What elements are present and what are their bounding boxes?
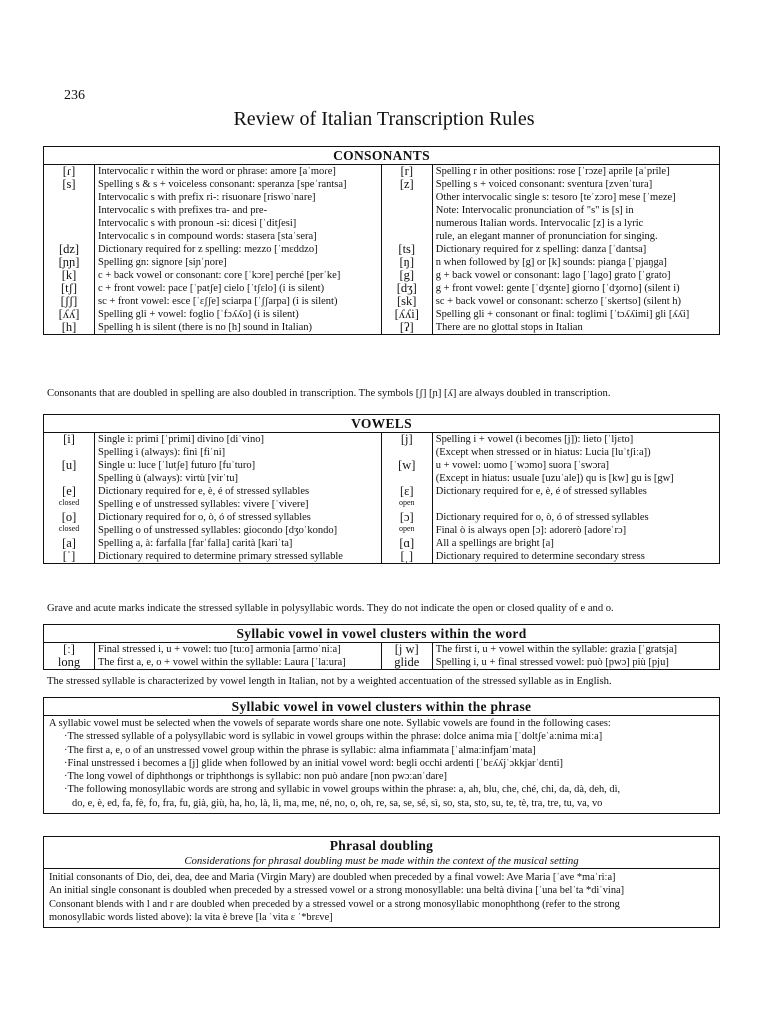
table-row (44, 295, 719, 308)
table-row (44, 256, 719, 269)
consonants-table (44, 165, 719, 334)
right-symbol: glide (381, 656, 432, 669)
left-symbol (44, 230, 95, 243)
left-symbol: closed (44, 498, 95, 511)
vowels-section (43, 414, 720, 564)
left-description: The first a, e, o + vowel within the syllable: Laura [ˈlaːura] (95, 656, 382, 669)
table-row (44, 643, 719, 656)
table-row (44, 656, 719, 669)
right-description: (Except when stressed or in hiatus: Lucia [luˈtʃiːa]) (435, 447, 651, 458)
right-symbol: [ts] (381, 243, 432, 256)
right-description: Final ò is always open [ɔ]: adorerò [adoreˈrɔ] (435, 525, 627, 536)
left-description: Dictionary required for o, ò, ó of stressed syllables (95, 511, 382, 524)
vowels-table (44, 433, 719, 563)
right-description: g + back vowel or consonant: lago [ˈlago] grato [ˈgrato] (435, 270, 671, 281)
right-description: Dictionary required for e, è, é of stressed syllables (435, 486, 647, 497)
left-symbol: [ʃʃ] (44, 295, 95, 308)
right-description: Note: Intervocalic pronunciation of "s" is [s] in (435, 205, 634, 216)
left-description: Intervocalic s with prefixes tra- and pre- (95, 204, 382, 217)
consonants-footnote: Consonants that are doubled in spelling are also doubled in transcription. The symbols [ʃ] [ɲ] [ʎ] are always doubled in transcription. (47, 388, 611, 399)
right-symbol: [dʒ] (381, 282, 432, 295)
right-description (432, 498, 719, 511)
table-row (44, 178, 719, 191)
left-description: Dictionary required to determine primary stressed syllable (95, 550, 382, 563)
right-description: rule, an elegant manner of pronunciation for singing. (435, 231, 658, 242)
left-symbol: [ɲɲ] (44, 256, 95, 269)
right-description: Dictionary required to determine secondary stress (435, 551, 645, 562)
right-symbol: [ɔ] (381, 511, 432, 524)
table-row (44, 282, 719, 295)
right-description: n when followed by [g] or [k] sounds: pianga [ˈpjaŋga] (435, 257, 667, 268)
table-row (44, 511, 719, 524)
left-description: Single i: primi [ˈprimi] divino [diˈvino] (95, 433, 382, 446)
right-symbol: [ɑ] (381, 537, 432, 550)
table-row (44, 524, 719, 537)
left-description: Spelling s & s + voiceless consonant: speranza [speˈrantsa] (95, 178, 382, 191)
syllabic-word-footnote: The stressed syllable is characterized by vowel length in Italian, not by a weighted accentuation of the stressed syllable as in English. (47, 676, 612, 687)
left-symbol: [ː] (44, 643, 95, 656)
left-symbol: long (44, 656, 95, 669)
consonants-section (43, 146, 720, 335)
phrasal-doubling-section (43, 836, 720, 928)
left-description: Spelling ù (always): virtù [virˈtu] (95, 472, 382, 485)
right-symbol: [j] (381, 433, 432, 446)
left-description: Spelling ì (always): finì [fiˈni] (95, 446, 382, 459)
table-row (44, 550, 719, 563)
left-symbol: [ʎʎ] (44, 308, 95, 321)
left-symbol (44, 191, 95, 204)
table-row (44, 498, 719, 511)
text-line: ·The long vowel of diphthongs or triphthongs is syllabic: non può andare [non pwɔːanˈdare] (64, 771, 447, 783)
right-symbol: [sk] (381, 295, 432, 308)
table-row (44, 472, 719, 485)
left-description: Intervocalic r within the word or phrase: amore [aˈmoɾe] (95, 165, 382, 178)
text-line: ·The first a, e, o of an unstressed vowel group within the phrase is syllabic: alma infiammata [ˈalmaːinfjamˈmata] (64, 744, 536, 756)
left-description: Spelling a, à: farfalla [farˈfalla] carità [kariˈta] (95, 537, 382, 550)
right-symbol: [ʔ] (381, 321, 432, 334)
right-symbol (381, 472, 432, 485)
right-symbol: [j w] (381, 643, 432, 656)
vowels-footnote: Grave and acute marks indicate the stressed syllable in polysyllabic words. They do not indicate the open or closed quality of e and o. (47, 603, 614, 614)
left-symbol (44, 472, 95, 485)
left-description: c + back vowel or consonant: core [ˈkɔre] perché [perˈke] (95, 269, 382, 282)
left-symbol: [ɾ] (44, 165, 95, 178)
vowels-header: VOWELS (44, 415, 719, 433)
text-line: ·The stressed syllable of a polysyllabic word is syllabic in vowel groups within the phrase: dolce anima mia [ˈdoltʃeˈaːnima miːa] (64, 731, 603, 743)
right-description: Spelling gli + consonant or final: toglimi [ˈtɔʎʎimi] gli [ʎʎi] (435, 309, 690, 320)
right-description: numerous Italian words. Intervocalic [z] is a lyric (435, 218, 644, 229)
right-description: Spelling r in other positions: rose [ˈrɔze] aprile [aˈprile] (435, 166, 670, 177)
right-description: All a spellings are bright [a] (435, 538, 554, 549)
left-symbol (44, 204, 95, 217)
left-description: Spelling gli + vowel: foglio [ˈfɔʎʎo] (i is silent) (95, 308, 382, 321)
table-row (44, 217, 719, 230)
right-description: (Except in hiatus: usuale [uzuˈale]) qu is [kw] gu is [gw] (435, 473, 674, 484)
right-symbol: [g] (381, 269, 432, 282)
page-title: Review of Italian Transcription Rules (233, 108, 535, 130)
right-description: sc + back vowel or consonant: scherzo [ˈskertso] (silent h) (435, 296, 682, 307)
consonants-header: CONSONANTS (44, 147, 719, 165)
text-line: ·Final unstressed i becomes a [j] glide when followed by an initial vowel word: begli occhi ardenti [ˈbɛʎʎjˈɔkkjarˈdɛnti] (64, 757, 563, 769)
right-symbol: [z] (381, 178, 432, 191)
right-symbol: [r] (381, 165, 432, 178)
table-row (44, 446, 719, 459)
right-symbol (381, 217, 432, 230)
table-row (44, 308, 719, 321)
right-symbol (381, 204, 432, 217)
right-description: Spelling i, u + final stressed vowel: può [pwɔ] più [pju] (435, 657, 669, 668)
table-row (44, 191, 719, 204)
syllabic-word-header: Syllabic vowel in vowel clusters within the word (44, 625, 719, 643)
right-description: The first i, u + vowel within the syllable: grazia [ˈgratsja] (435, 644, 677, 655)
left-description: Spelling gn: signore [siɲˈɲore] (95, 256, 382, 269)
right-description: Spelling i + vowel (i becomes [j]): lieto [ˈljɛto] (435, 434, 634, 445)
left-description: Spelling e of unstressed syllables: vivere [ˈvivere] (95, 498, 382, 511)
left-description: c + front vowel: pace [ˈpatʃe] cielo [ˈtʃɛlo] (i is silent) (95, 282, 382, 295)
table-row (44, 204, 719, 217)
text-line: monosyllabic words listed above): la vita è breve [la ˈvita ɛ ˈ*brɛve] (49, 911, 333, 923)
right-description: u + vowel: uomo [ˈwɔmo] suora [ˈswɔra] (435, 460, 610, 471)
left-symbol: [h] (44, 321, 95, 334)
left-description: sc + front vowel: esce [ˈɛʃʃe] sciarpa [ˈʃʃarpa] (i is silent) (95, 295, 382, 308)
left-description: Intervocalic s in compound words: stasera [staˈsera] (95, 230, 382, 243)
table-row (44, 433, 719, 446)
left-symbol (44, 217, 95, 230)
text-line: A syllabic vowel must be selected when the vowels of separate words share one note. Syllabic vowels are found in the following cases: (49, 718, 611, 729)
right-symbol: [ŋ] (381, 256, 432, 269)
right-description: Dictionary required for o, ò, ó of stressed syllables (435, 512, 649, 523)
table-row (44, 537, 719, 550)
left-symbol: [tʃ] (44, 282, 95, 295)
right-description: Other intervocalic single s: tesoro [teˈzɔro] mese [ˈmeze] (435, 192, 676, 203)
table-row (44, 165, 719, 178)
right-symbol: [w] (381, 459, 432, 472)
text-line: do, e, è, ed, fa, fè, fo, fra, fu, già, giù, ha, ho, là, lì, ma, me, né, no, o, oh, re, sa, se, sé, sì, so, sta, sto, su, te, tè, tra, tre, tu, va, vo (72, 797, 603, 809)
right-symbol: [ɛ] (381, 485, 432, 498)
syllabic-word-section (43, 624, 720, 670)
phrasal-doubling-header: Phrasal doubling (329, 838, 434, 853)
left-symbol: closed (44, 524, 95, 537)
left-description: Spelling o of unstressed syllables: giocondo [dʒoˈkondo] (95, 524, 382, 537)
right-description: Dictionary required for z spelling: danza [ˈdantsa] (435, 244, 647, 255)
left-description: Single u: luce [ˈlutʃe] futuro [fuˈturo] (95, 459, 382, 472)
phrasal-doubling-subheader: Considerations for phrasal doubling must be made within the context of the musical setting (44, 854, 719, 869)
right-symbol (381, 191, 432, 204)
right-symbol (381, 446, 432, 459)
table-row (44, 485, 719, 498)
left-description: Dictionary required for z spelling: mezzo [ˈmɛddzo] (95, 243, 382, 256)
left-description: Intervocalic s with pronoun -si: dicesi [ˈditʃesi] (95, 217, 382, 230)
text-line: Initial consonants of Dio, dei, dea, dee and Maria (Virgin Mary) are doubled when preceded by a final vowel: Ave Maria [ˈave *maˈriːa] (49, 872, 616, 883)
text-line: Consonant blends with l and r are doubled when preceded by a stressed vowel or a strong monosyllabic monophthong (refer to the strong (49, 898, 620, 910)
syllabic-phrase-section (43, 697, 720, 814)
left-symbol (44, 446, 95, 459)
left-symbol: [k] (44, 269, 95, 282)
text-line: An initial single consonant is doubled when preceded by a stressed vowel or a strong monosyllable: una beltà divina [ˈuna belˈta *diˈvina] (49, 885, 625, 897)
table-row (44, 243, 719, 256)
table-row (44, 269, 719, 282)
left-description: Intervocalic s with prefix ri-: risuonare [riswoˈnare] (95, 191, 382, 204)
left-symbol: [a] (44, 537, 95, 550)
left-symbol: [u] (44, 459, 95, 472)
right-description: g + front vowel: gente [ˈdʒɛnte] giorno [ˈdʒorno] (silent i) (435, 283, 680, 294)
left-symbol: [s] (44, 178, 95, 191)
table-row (44, 459, 719, 472)
left-symbol: [o] (44, 511, 95, 524)
left-description: Spelling h is silent (there is no [h] sound in Italian) (95, 321, 382, 334)
right-symbol: open (381, 524, 432, 537)
right-description: There are no glottal stops in Italian (435, 322, 583, 333)
left-symbol: [ˈ] (44, 550, 95, 563)
page-number: 236 (64, 88, 85, 103)
right-description: Spelling s + voiced consonant: sventura [zvenˈtura] (435, 179, 653, 190)
table-row (44, 321, 719, 334)
right-symbol (381, 230, 432, 243)
syllabic-phrase-header: Syllabic vowel in vowel clusters within the phrase (44, 698, 719, 716)
left-description: Dictionary required for e, è, é of stressed syllables (95, 485, 382, 498)
right-symbol: open (381, 498, 432, 511)
text-line: ·The following monosyllabic words are strong and syllabic in vowel groups within the phrase: a, ah, blu, che, ché, chi, da, dà, deh, dì, (64, 784, 621, 796)
left-symbol: [dz] (44, 243, 95, 256)
left-description: Final stressed i, u + vowel: tuo [tuːo] armonia [armoˈniːa] (95, 643, 382, 656)
right-symbol: [ʎʎi] (381, 308, 432, 321)
table-row (44, 230, 719, 243)
left-symbol: [e] (44, 485, 95, 498)
right-symbol: [ˌ] (381, 550, 432, 563)
syllabic-word-table (44, 643, 719, 669)
left-symbol: [i] (44, 433, 95, 446)
